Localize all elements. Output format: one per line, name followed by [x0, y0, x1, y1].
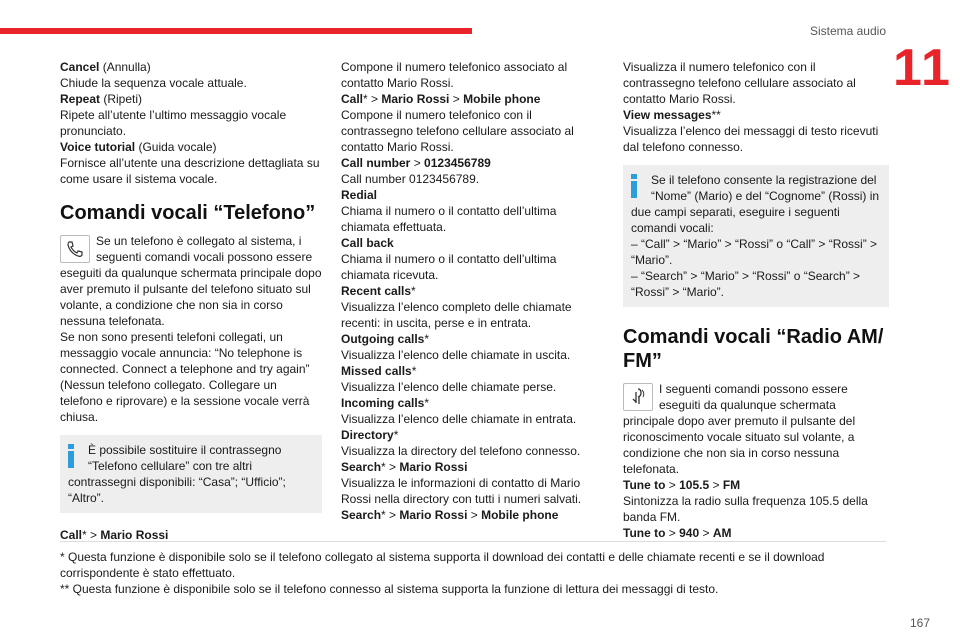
section-title: Sistema audio [809, 24, 886, 38]
command-line: Call back [341, 236, 394, 250]
command-term: Repeat [60, 92, 101, 106]
footnotes [60, 541, 886, 597]
info-icon [68, 444, 78, 470]
chapter-number: 11 [893, 39, 952, 97]
command-desc: Fornisce all’utente una descrizione dettagliata su come usare il sistema vocale. [60, 156, 320, 186]
info-box [623, 165, 889, 307]
radio-body: I seguenti comandi possono essere eseguiti da qualunque schermata principale dopo aver premuto il pulsante del riconoscimento vocale situato sul volante, a condizione che non sia in corso nessuna telefonata. [623, 382, 856, 476]
command-line: Search* > Mario Rossi > Mobile phone [341, 508, 559, 522]
voice-command-icon [623, 383, 653, 411]
command-desc: Visualizza la directory del telefono connesso. [341, 444, 581, 458]
command-desc: Visualizza l’elenco delle chiamate in entrata. [341, 412, 577, 426]
command-tune-am: Tune to > 940 > AM [623, 526, 732, 540]
phone-command-list [341, 59, 603, 523]
general-commands: Cancel (Annulla) Chiude la sequenza vocale attuale. Repeat (Ripeti) Ripete all’utente l’ultimo messaggio vocale pronunciato. Voice tutorial (Guida vocale) Fornisce all’utente una descrizione dettagliata su come usare il sistema vocale. [60, 59, 322, 187]
command-term: Cancel [60, 60, 100, 74]
command-desc: Ripete all’utente l’ultimo messaggio vocale pronunciato. [60, 108, 287, 138]
command-view-messages: View messages** [623, 108, 721, 122]
telefono-body-2: Se non sono presenti telefoni collegati, un messaggio vocale annuncia: “No telephone is connected. Connect a telephone and try again” (Nessun telefono collegato. Collegare un telefono e riprovare) e la sessione vocale verrà chiusa. [60, 330, 310, 424]
command-line: Recent calls* [341, 284, 416, 298]
command-line: Missed calls* [341, 364, 417, 378]
command-desc: Visualizza l’elenco dei messaggi di testo ricevuti dal telefono connesso. [623, 124, 879, 154]
telefono-body: Se un telefono è collegato al sistema, i seguenti comandi vocali possono essere eseguiti da qualunque schermata principale dopo aver premuto il pulsante del telefono situato sul volante, a condizione che non sia in corso nessuna telefonata. [60, 234, 322, 328]
info-text: È possibile sostituire il contrassegno “Telefono cellulare” con tre altri contrassegni disponibili: “Casa”; “Ufficio”; “Altro”. [68, 443, 286, 505]
command-desc: Compone il numero telefonico associato al contatto Mario Rossi. [341, 60, 568, 90]
heading-radio: Comandi vocali “Radio AM/ FM” [623, 326, 884, 372]
info-box [60, 435, 322, 513]
command-line: Call* > Mario Rossi > Mobile phone [341, 92, 541, 106]
command-desc: Visualizza l’elenco delle chiamate perse. [341, 380, 557, 394]
command-line: Incoming calls* [341, 396, 430, 410]
command-desc: Visualizza il numero telefonico con il contrassegno telefono cellulare associato al contatto Mario Rossi. [623, 60, 856, 106]
command-line: Outgoing calls* [341, 332, 430, 346]
footnote-2: ** Questa funzione è disponibile solo se il telefono connesso al sistema supporta la funzione di lettura dei messaggi di testo. [60, 582, 719, 596]
command-desc: Chiude la sequenza vocale attuale. [60, 76, 247, 90]
command-desc: Chiama il numero o il contatto dell’ultima chiamata effettuata. [341, 204, 557, 234]
command-line: Redial [341, 188, 378, 202]
heading-telefono: Comandi vocali “Telefono” [60, 202, 316, 224]
phone-handset-icon [60, 235, 90, 263]
column-2 [341, 59, 603, 523]
column-3 [623, 59, 889, 541]
command-line: Search* > Mario Rossi [341, 460, 468, 474]
info-line: – “Search” > “Mario” > “Rossi” o “Search” > “Rossi” > “Mario”. [631, 269, 861, 299]
command-line: Directory* [341, 428, 399, 442]
info-line: – “Call” > “Mario” > “Rossi” o “Call” > “Rossi” > “Mario”. [631, 237, 878, 267]
command-desc: Visualizza l’elenco delle chiamate in uscita. [341, 348, 571, 362]
info-text: Se il telefono consente la registrazione del “Nome” (Mario) e del “Cognome” (Rossi) in due campi separati, eseguire i seguenti comandi vocali: [631, 173, 880, 235]
command-tune-fm: Tune to > 105.5 > FM [623, 478, 741, 492]
info-icon [631, 174, 641, 200]
command-desc: Visualizza le informazioni di contatto di Mario Rossi nella directory con tutti i numeri salvati. [341, 476, 582, 506]
page-number: 167 [909, 616, 930, 630]
column-1 [60, 59, 322, 543]
header-accent-bar [0, 28, 472, 34]
command-desc: Chiama il numero o il contatto dell’ultima chiamata ricevuta. [341, 252, 557, 282]
command-line: Call number > 0123456789 [341, 156, 491, 170]
footnote-1: * Questa funzione è disponibile solo se il telefono collegato al sistema supporta il download dei contatti e delle chiamate recenti e se il download corrispondente è stato effettuato. [60, 550, 825, 580]
command-call-mario: Call* > Mario Rossi [60, 528, 169, 542]
command-desc: Compone il numero telefonico con il contrassegno telefono cellulare associato al contatto Mario Rossi. [341, 108, 574, 154]
command-term: Voice tutorial [60, 140, 136, 154]
command-desc: Sintonizza la radio sulla frequenza 105.5 della banda FM. [623, 494, 868, 524]
command-desc: Visualizza l’elenco completo delle chiamate recenti: in uscita, perse e in entrata. [341, 300, 572, 330]
command-desc: Call number 0123456789. [341, 172, 480, 186]
